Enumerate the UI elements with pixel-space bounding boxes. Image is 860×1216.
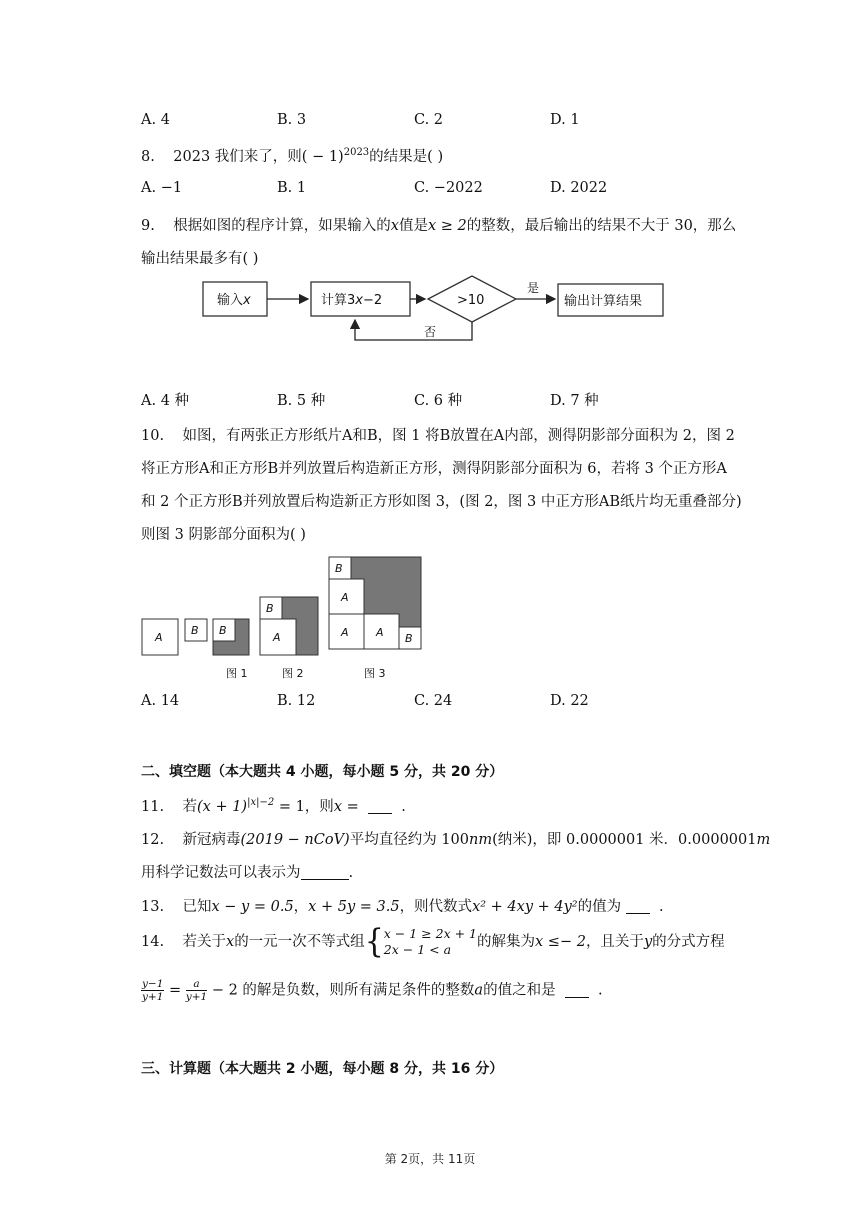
q14-sys1: x − 1 ≥ 2x + 1: [383, 926, 478, 941]
q9-option-c: C. 6 种: [414, 393, 463, 409]
q13-text-b: ，则代数式: [399, 899, 473, 915]
q12-text-c: (纳米)，即 0.0000001 米．0.0000001: [492, 832, 757, 848]
q10-text-1: 如图，有两张正方形纸片A和B，图 1 将B放置在A内部，测得阴影部分面积为 2，图 2: [182, 428, 735, 444]
q12-unit-2: m: [756, 832, 771, 848]
q13-text-a: 已知: [182, 899, 212, 915]
q11-base: (x + 1): [197, 799, 248, 815]
q10-option-d: D. 22: [550, 693, 589, 709]
fig-label-b: B: [191, 624, 199, 637]
q9-option-b: B. 5 种: [277, 393, 326, 409]
q14-line2: [141, 978, 603, 1003]
flow-no-label: 否: [424, 325, 437, 339]
fig3-label-a-mid: A: [341, 591, 349, 604]
q14-frac2-den: y+1: [185, 991, 208, 1003]
flow-compute-label: 计算3x−2: [321, 293, 383, 308]
q12-text-a: 新冠病毒: [182, 832, 241, 848]
q11-text-c: =: [342, 799, 364, 815]
q14-frac2-num: a: [186, 978, 207, 991]
fig-label-a: A: [155, 631, 163, 644]
q11-end: .: [401, 799, 406, 815]
fig3-label-b-top: B: [335, 562, 343, 575]
q12-unit: nm: [469, 832, 493, 848]
q14-end: .: [598, 982, 603, 999]
q13-blank[interactable]: [626, 899, 650, 914]
q14-frac1-num: y−1: [142, 978, 164, 990]
q12-blank[interactable]: [301, 865, 349, 880]
q14-frac1-den: y+1: [142, 991, 164, 1003]
q14-blank[interactable]: [565, 983, 589, 998]
fig3-label-b-br: B: [405, 632, 413, 645]
q11-blank[interactable]: [368, 799, 392, 814]
q13-number: 13.: [141, 899, 165, 915]
q14-sys2: 2x − 1 < a: [383, 942, 452, 957]
q10-line2: 将正方形A和正方形B并列放置后构造新正方形，测得阴影部分面积为 6，若将 3 个正方形A: [141, 461, 727, 477]
q12-paren: (2019 − nCoV): [240, 832, 350, 848]
q8-exponent: 2023: [343, 147, 370, 158]
q14-brace-icon: {: [364, 922, 384, 961]
q10-number: 10.: [141, 428, 165, 444]
q10-option-b: B. 12: [277, 693, 316, 709]
q13-text-c: 的值为: [577, 899, 622, 915]
q8-number: 8.: [141, 149, 155, 165]
q12-text-d: 用科学记数法可以表示为: [141, 865, 301, 881]
q14-fraction-1: [141, 978, 164, 1003]
section-2-heading: 二、填空题（本大题共 4 小题，每小题 5 分，共 20 分）: [141, 764, 504, 780]
q11-question: [141, 795, 406, 816]
q9-question-line1: [141, 214, 736, 235]
q14-var-y: y: [643, 934, 653, 950]
page-footer: 第 2页，共 11页: [384, 1152, 476, 1166]
q14-solution: x ≤− 2: [535, 934, 586, 950]
q7-option-c: C. 2: [414, 112, 444, 128]
q7-option-a: A. 4: [141, 112, 170, 128]
fig3-label-a-bl: A: [341, 626, 349, 639]
q10-option-c: C. 24: [414, 693, 453, 709]
q8-question: [141, 145, 443, 166]
q12-line1: [141, 828, 770, 849]
q14-text-g: 的值之和是: [483, 982, 556, 999]
q14-text-e: 的分式方程: [652, 934, 725, 950]
flow-condition-text: >10: [457, 293, 485, 308]
flow-arrow-no: [355, 320, 472, 340]
q14-text-c: 的解集为: [477, 934, 536, 950]
fig1-caption: 图 1: [226, 667, 248, 680]
fig2-caption: 图 2: [282, 667, 304, 680]
q9-option-d: D. 7 种: [550, 393, 599, 409]
section-3-heading: 三、计算题（本大题共 2 小题，每小题 8 分，共 16 分）: [141, 1061, 504, 1077]
q14-text-d: ，且关于: [585, 934, 644, 950]
q9-text-c: 的整数，最后输出的结果不大于 30，那么: [466, 218, 737, 234]
q11-exponent: |x|−2: [247, 797, 275, 808]
q9-condition: x ≥ 2: [427, 218, 467, 234]
q10-figure: [138, 552, 428, 684]
q8-text-a: 2023 我们来了，则: [173, 149, 302, 165]
q14-text-b: 的一元一次不等式组: [234, 934, 365, 950]
flow-input-label: 输入x: [217, 293, 251, 308]
q9-question-line2: 输出结果最多有( ): [141, 251, 259, 267]
q9-text-b: 值是: [398, 218, 428, 234]
q14-number: 14.: [141, 934, 165, 950]
q8-option-b: B. 1: [277, 180, 307, 196]
q9-text-a: 根据如图的程序计算，如果输入的: [173, 218, 391, 234]
q8-option-a: A. −1: [141, 180, 183, 196]
flow-output-label: 输出计算结果: [564, 294, 643, 309]
q14-text-a: 若关于: [182, 934, 226, 950]
fig3-caption: 图 3: [364, 667, 386, 680]
q8-text-b: 的结果是( ): [369, 149, 444, 165]
q14-fraction-2: [186, 978, 207, 1003]
q13-eq1: x − y = 0.5: [211, 899, 294, 915]
fig1-label-b: B: [219, 624, 227, 637]
q14-text-f: 的解是负数，则所有满足条件的整数: [242, 982, 475, 999]
q11-text-b: = 1，则: [274, 799, 334, 815]
q12-line2: [141, 861, 353, 882]
q9-option-a: A. 4 种: [141, 393, 190, 409]
q12-text-b: 平均直径约为 100: [349, 832, 470, 848]
q13-question: [141, 895, 664, 916]
q10-option-a: A. 14: [141, 693, 180, 709]
q10-line1: [141, 424, 735, 445]
q13-sep: ，: [293, 899, 309, 915]
q9-number: 9.: [141, 218, 155, 234]
q14-line1: [141, 922, 725, 961]
q8-option-c: C. −2022: [414, 180, 483, 196]
fig3-label-a-bm: A: [376, 626, 384, 639]
q12-end: .: [348, 865, 354, 881]
q11-text-a: 若: [182, 799, 197, 815]
fig2-label-a: A: [273, 631, 281, 644]
q13-eq2: x + 5y = 3.5: [308, 899, 400, 915]
fig2-label-b: B: [266, 602, 274, 615]
flow-yes-label: 是: [527, 281, 540, 295]
q14-tail: − 2: [207, 982, 238, 999]
q9-var-x: x: [390, 218, 399, 234]
q14-var-x: x: [226, 934, 235, 950]
q14-eq: =: [164, 982, 186, 999]
q7-option-d: D. 1: [550, 112, 580, 128]
q8-base: ( − 1): [301, 149, 344, 165]
q10-line4: 则图 3 阴影部分面积为( ): [141, 527, 306, 543]
q11-var: x: [333, 799, 342, 815]
q13-expression: x² + 4xy + 4y²: [472, 899, 578, 915]
q8-option-d: D. 2022: [550, 180, 608, 196]
q11-number: 11.: [141, 799, 165, 815]
q7-option-b: B. 3: [277, 112, 307, 128]
q14-var-a: a: [474, 982, 484, 999]
q14-inequality-system: [384, 926, 477, 958]
q9-flowchart: [195, 272, 670, 347]
q13-end: .: [658, 899, 664, 915]
q12-number: 12.: [141, 832, 165, 848]
q10-line3: 和 2 个正方形B并列放置后构造新正方形如图 3，(图 2，图 3 中正方形AB纸片均无重叠部分): [141, 494, 742, 510]
